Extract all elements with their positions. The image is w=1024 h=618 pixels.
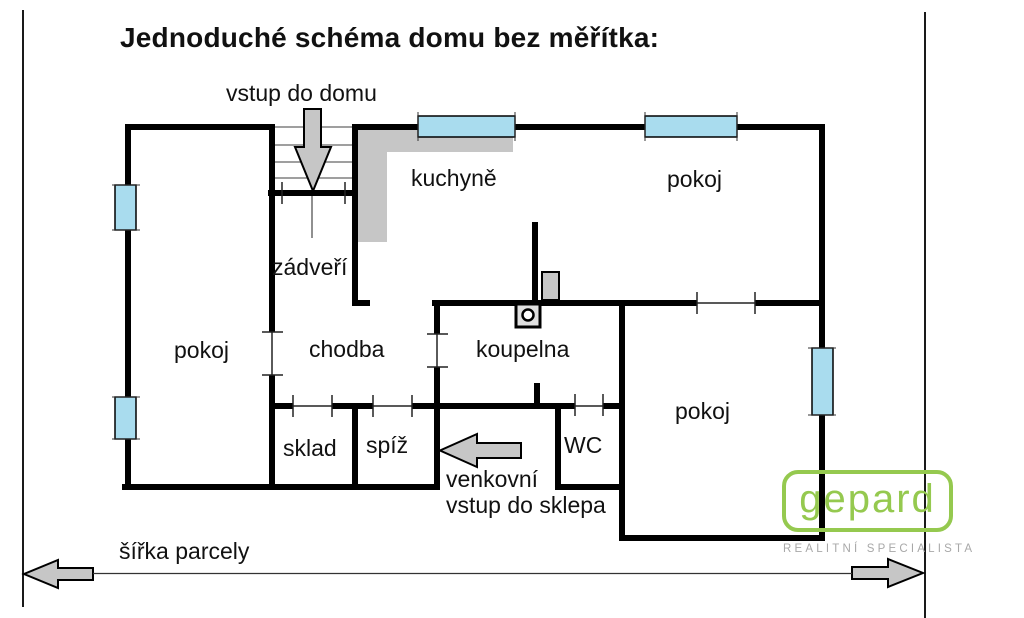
entrance-annotation: vstup do domu [226, 80, 377, 106]
window-kitchen-icon [418, 112, 515, 141]
room-label-entry-hall: zádveří [272, 254, 348, 280]
parcel-width-arrow-left-icon [24, 560, 93, 588]
window-room-bottom-right-icon [808, 348, 836, 415]
room-label-pantry: spíž [366, 432, 409, 458]
room-label-room-bottom-right: pokoj [675, 398, 730, 424]
room-label-hallway: chodba [309, 336, 385, 362]
gepard-logo-tagline: REALITNÍ SPECIALISTA [783, 543, 976, 555]
room-label-room-left: pokoj [174, 337, 229, 363]
window-left-lower-icon [112, 397, 140, 439]
room-label-storage: sklad [283, 435, 337, 461]
cellar-entrance-arrow-left-icon [440, 434, 521, 467]
parcel-width-arrow-right-icon [852, 559, 923, 587]
gepard-logo-text: gepard [799, 477, 936, 521]
cellar-entrance-annotation [446, 466, 606, 519]
room-label-bathroom: koupelna [476, 336, 570, 362]
chimney-icon [542, 272, 559, 300]
room-label-wc: WC [564, 432, 603, 458]
door-ticks [262, 182, 755, 417]
window-left-upper-icon [112, 185, 140, 230]
window-room-top-right-icon [645, 112, 737, 141]
windows [112, 112, 836, 439]
cellar-entrance-line1: venkovní [446, 466, 539, 492]
room-label-room-top-right: pokoj [667, 166, 722, 192]
gepard-logo [782, 470, 953, 532]
parcel-width-annotation: šířka parcely [119, 538, 250, 564]
room-label-kitchen: kuchyně [411, 165, 497, 191]
boiler-icon [516, 304, 540, 327]
entrance-arrow-down-icon [295, 109, 331, 191]
cellar-entrance-line2: vstup do sklepa [446, 492, 606, 519]
page-title: Jednoduché schéma domu bez měřítka: [120, 22, 660, 53]
